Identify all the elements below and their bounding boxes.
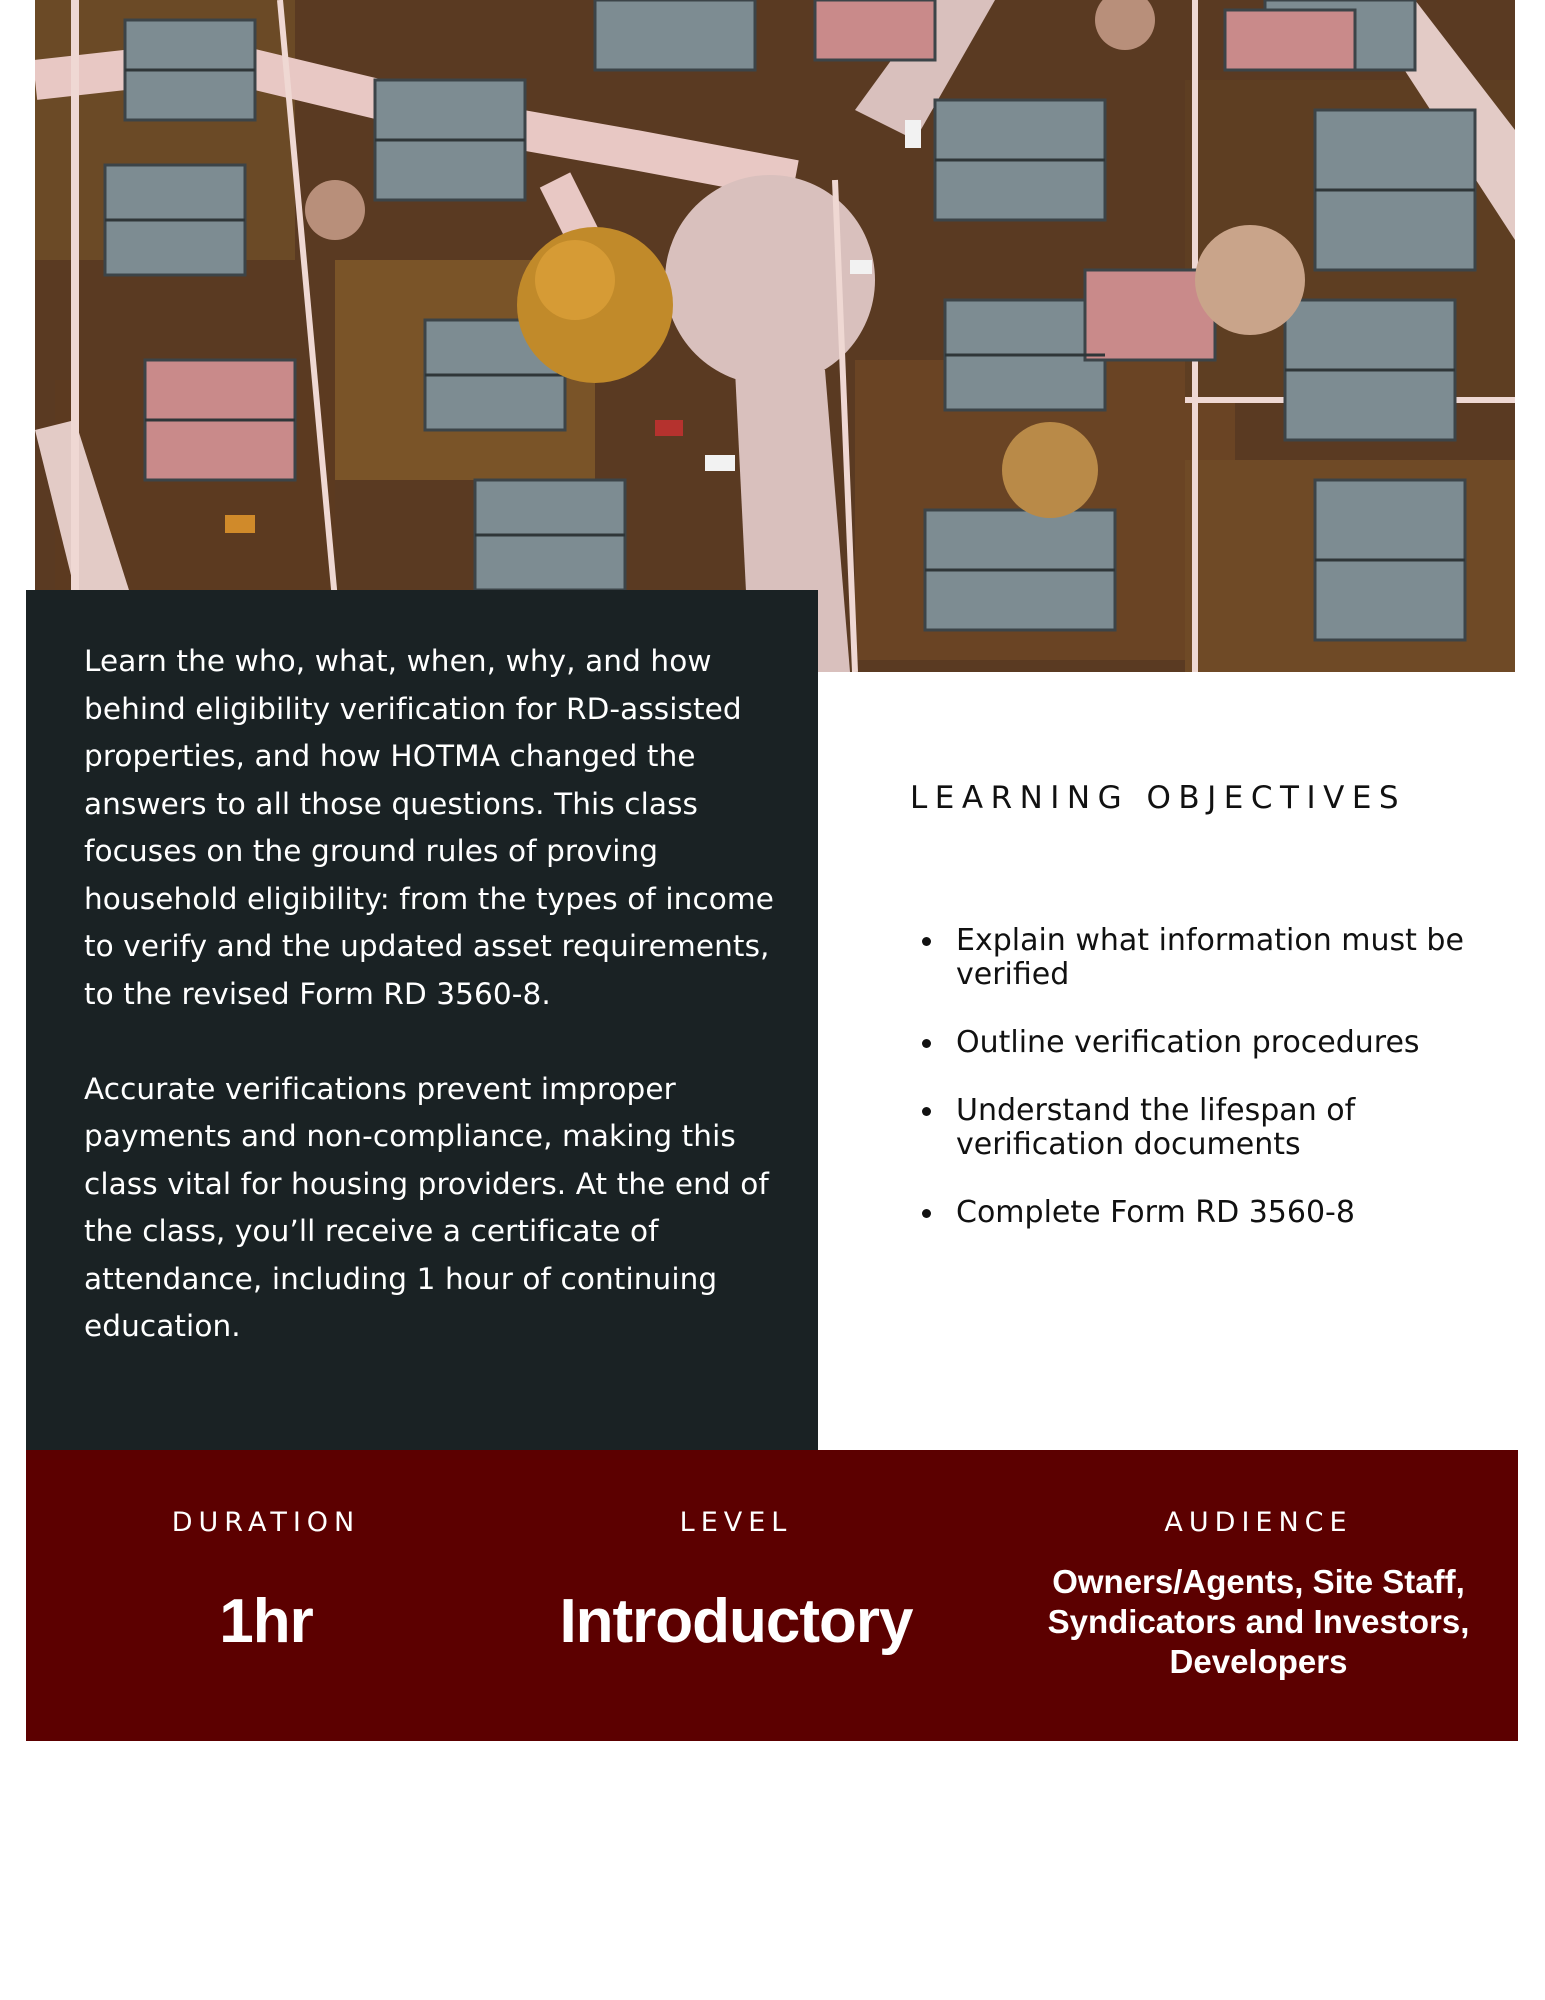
- bullet-icon: [922, 1209, 931, 1218]
- audience-column: [1026, 1450, 1491, 1741]
- level-label: LEVEL: [679, 1507, 793, 1538]
- aerial-neighborhood-photo: [35, 0, 1515, 672]
- objective-text: Understand the lifespan of verification documents: [956, 1093, 1356, 1162]
- bullet-icon: [922, 937, 931, 946]
- description-paragraph: Learn the who, what, when, why, and how behind eligibility verification for RD-assisted properties, and how HOTMA changed the answers to all those questions. This class focuses on the ground rules of proving household eligibility: from the types of income to verify and the updated asset requirements, to the revised Form RD 3560-8.: [84, 644, 774, 1011]
- level-column: [506, 1450, 966, 1741]
- objective-item: [918, 1094, 1478, 1162]
- course-info-band: [26, 1450, 1518, 1741]
- learning-objectives-heading: LEARNING OBJECTIVES: [910, 780, 1407, 816]
- bullet-icon: [922, 1107, 931, 1116]
- audience-label: AUDIENCE: [1164, 1507, 1353, 1538]
- duration-column: [76, 1450, 456, 1741]
- description-paragraph: Accurate verifications prevent improper payments and non-compliance, making this class vital for housing providers. At the end of the class, you’ll receive a certificate of attendance, including 1 hour of continuing education.: [84, 1071, 769, 1343]
- objective-item: [918, 1196, 1478, 1230]
- duration-label: DURATION: [171, 1507, 361, 1538]
- objective-text: Outline verification procedures: [956, 1025, 1420, 1060]
- bullet-icon: [922, 1039, 931, 1048]
- objective-item: [918, 924, 1478, 992]
- objective-text: Complete Form RD 3560-8: [956, 1195, 1355, 1230]
- neighborhood-illustration: [35, 0, 1515, 672]
- duration-value: 1hr: [219, 1587, 313, 1656]
- learning-objectives-list: [918, 924, 1478, 1264]
- objective-text: Explain what information must be verified: [956, 923, 1464, 992]
- level-value: Introductory: [559, 1587, 913, 1656]
- audience-value: Owners/Agents, Site Staff, Syndicators and Investors, Developers: [1047, 1563, 1470, 1680]
- description-panel: [26, 590, 818, 1450]
- objective-item: [918, 1026, 1478, 1060]
